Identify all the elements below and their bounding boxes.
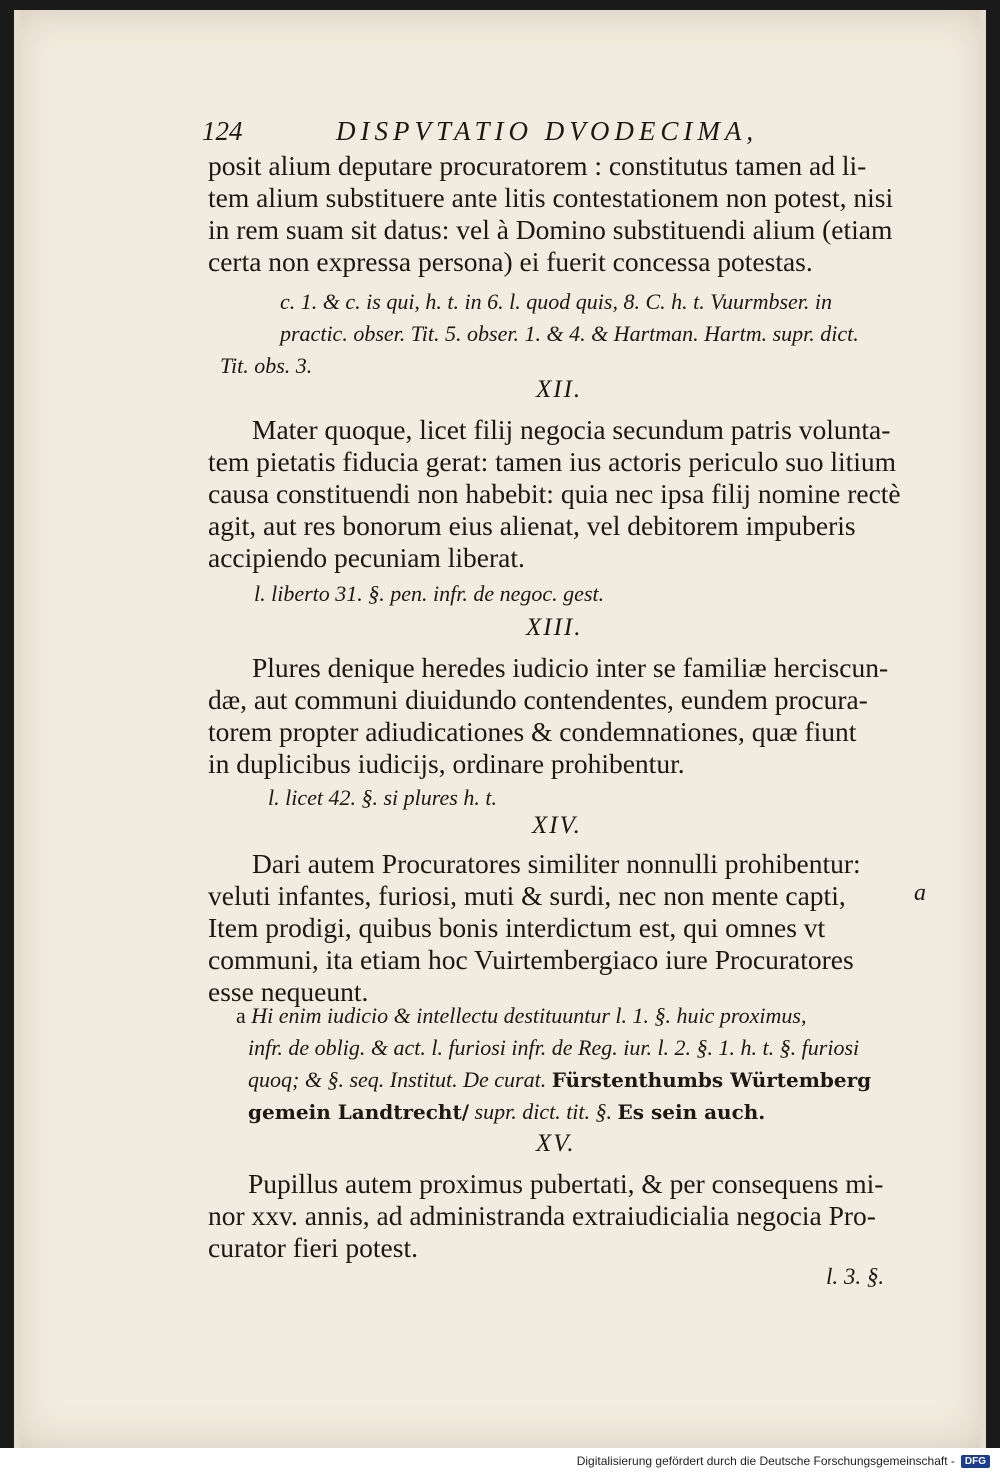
text-line: veluti infantes, furiosi, muti & surdi, nec non mente capti, [208,880,846,911]
citation-line: c. 1. & c. is qui, h. t. in 6. l. quod quis, 8. C. h. t. Vuurmbser. in [280,289,833,314]
footnote-text: supr. dict. tit. §. [474,1099,613,1124]
paragraph-xiv [208,848,924,1008]
footnote-line: infr. de oblig. & act. l. furiosi infr. de Reg. iur. l. 2. §. 1. h. t. §. furiosi [248,1035,860,1060]
citation-line: Tit. obs. 3. [220,353,313,378]
footnote-line [236,1096,936,1128]
section-numeral-xiv: XIV. [532,812,582,839]
footnote-text: Hi enim iudicio & intellectu destituuntur l. 1. §. huic proximus, [251,1003,807,1028]
text-line: in duplicibus iudicijs, ordinare prohibentur. [208,748,685,779]
text-line: communi, ita etiam hoc Vuirtembergiaco iure Procuratores [208,944,854,975]
text-line: Mater quoque, licet filij negocia secundum patris volunta- [252,414,891,445]
digitization-footer [0,1448,1000,1474]
text-line: accipiendo pecuniam liberat. [208,542,525,573]
section-numeral-xiii: XIII. [526,614,583,641]
text-line: Dari autem Procuratores similiter nonnulli prohibentur: [252,848,861,879]
paragraph-xiii [208,652,924,780]
footnote-blackletter: Fürstenthumbs Würtemberg [551,1068,872,1092]
scan-edge-left [14,10,20,1448]
footnote-blackletter: gemein Landtrecht/ [248,1100,470,1124]
text-line: curator fieri potest. [208,1232,418,1263]
text-line: esse nequeunt. [208,976,369,1007]
dfg-logo: DFG [961,1455,990,1468]
footnote-line [236,1000,936,1032]
citation-xi [220,286,920,382]
text-line: posit alium deputare procuratorem : constitutus tamen ad li- [208,150,867,181]
text-line: Pupillus autem proximus pubertati, & per consequens mi- [248,1168,884,1199]
running-title: DISPVTATIO DVODECIMA, [336,116,759,146]
paragraph-xii [208,414,924,574]
footnote-marker: a [236,1003,246,1028]
section-numeral-xv: XV. [536,1130,576,1157]
text-line: nor xxv. annis, ad administranda extraiudicialia negocia Pro- [208,1200,876,1231]
citation-line: practic. obser. Tit. 5. obser. 1. & 4. & Hartman. Hartm. supr. dict. [280,321,859,346]
footnote-blackletter: Es sein auch. [617,1100,766,1124]
scanned-page [14,10,986,1448]
text-line: Plures denique heredes iudicio inter se familiæ herciscun- [252,652,889,683]
text-line: tem pietatis fiducia gerat: tamen ius actoris periculo suo litium [208,446,897,477]
text-line: torem propter adiudicationes & condemnationes, quæ fiunt [208,716,857,747]
section-numeral-xii: XII. [536,376,583,403]
footnote-line [236,1064,936,1096]
text-line: certa non expressa persona) ei fuerit concessa potestas. [208,246,813,277]
margin-note-letter: a [914,880,926,906]
citation-xii: l. liberto 31. §. pen. infr. de negoc. gest. [254,581,605,606]
scan-edge-right [980,10,986,1448]
text-line: causa constituendi non habebit: quia nec ipsa filij nomine rectè [208,478,901,509]
text-line: in rem suam sit datus: vel à Domino substituendi alium (etiam [208,214,893,245]
footnote-xiv [236,1000,936,1128]
text-line: agit, aut res bonorum eius alienat, vel debitorem impuberis [208,510,856,541]
text-line: Item prodigi, quibus bonis interdictum est, qui omnes vt [208,912,826,943]
footer-credit-text: Digitalisierung gefördert durch die Deutsche Forschungsgemeinschaft - [576,1454,955,1468]
text-line: tem alium substituere ante litis contestationem non potest, nisi [208,182,894,213]
running-head [202,116,822,152]
text-line: dæ, aut communi diuidundo contendentes, eundem procura- [208,684,868,715]
paragraph-xv [208,1168,924,1264]
citation-xiii: l. licet 42. §. si plures h. t. [268,785,497,810]
catchword: l. 3. §. [826,1264,885,1289]
paragraph-xi-end [208,150,924,278]
page-number: 124 [202,116,243,146]
footnote-text: quoq; & §. seq. Institut. De curat. [248,1067,547,1092]
